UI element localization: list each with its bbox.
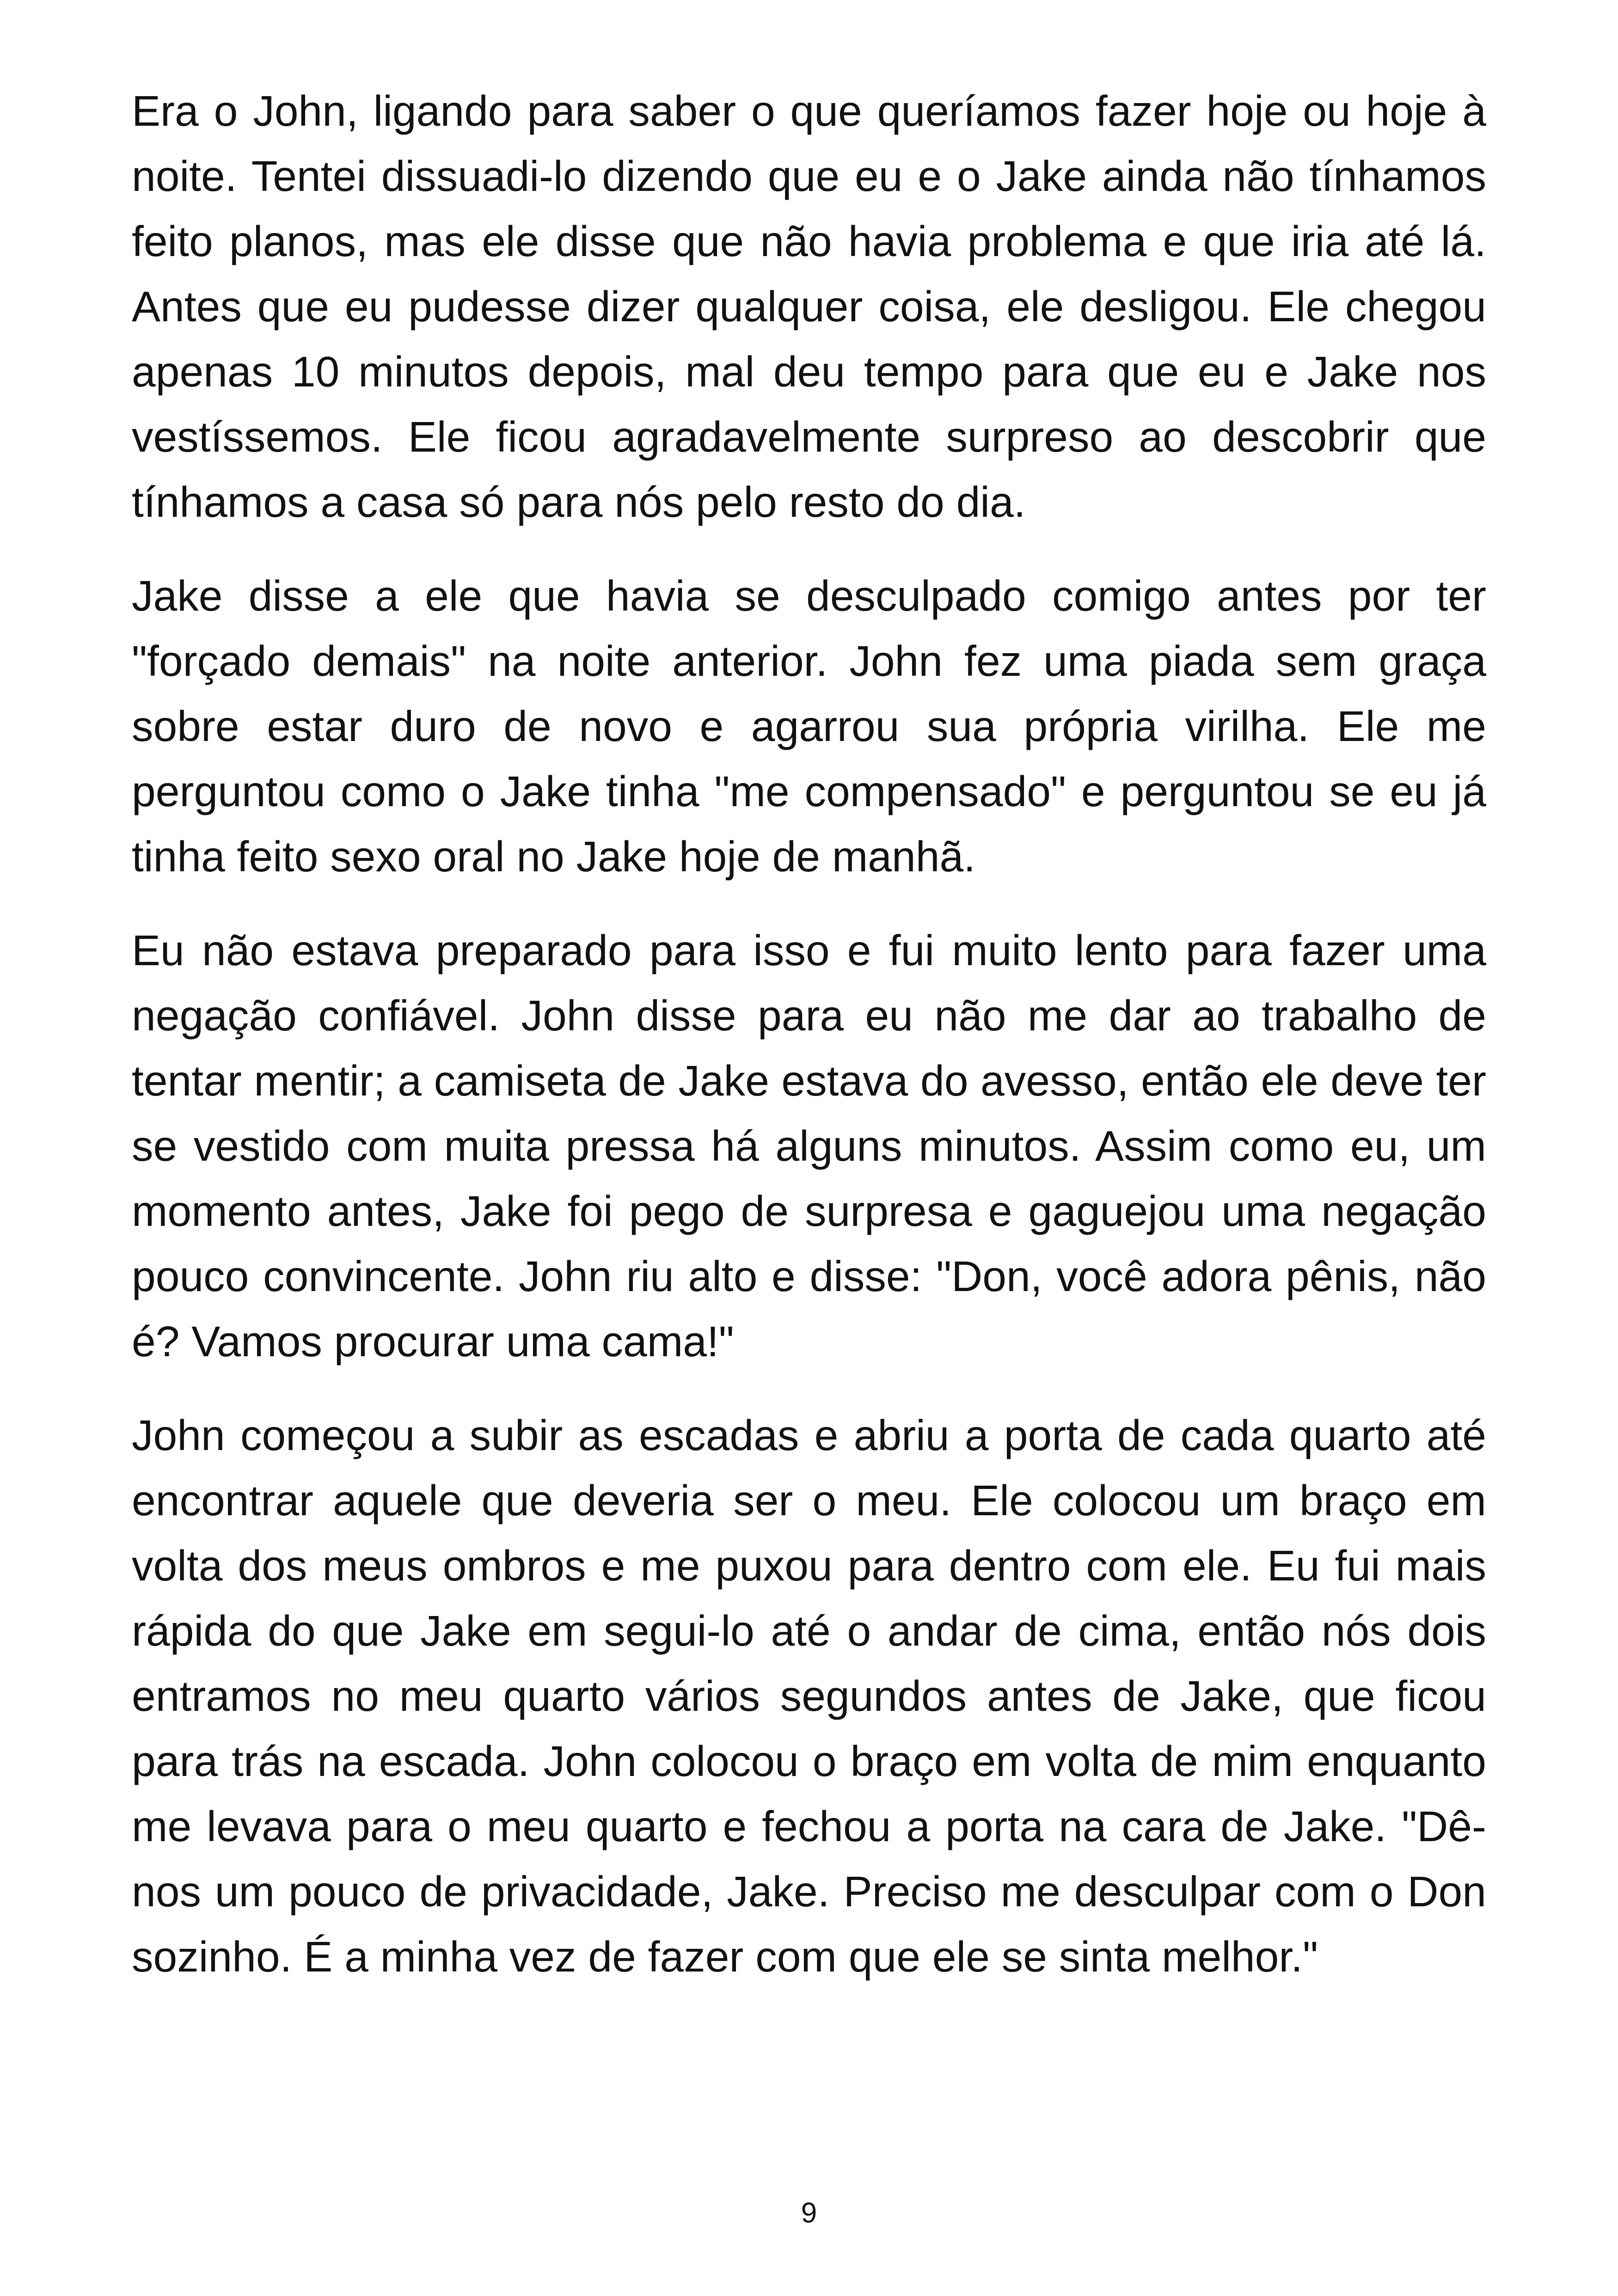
page-body [132,79,1486,2018]
page-number: 9 [801,2197,817,2229]
paragraph: Eu não estava preparado para isso e fui muito lento para fazer uma negação confiável. John disse para eu não me dar ao trabalho de tentar mentir; a camiseta de Jake estava do avesso, então ele deve ter se vestido com muita pressa há alguns minutos. Assim como eu, um momento antes, Jake foi pego de surpresa e gaguejou uma negação pouco convincente. John riu alto e disse: "Don, você adora pênis, não é? Vamos procurar uma cama!" [132,926,1486,1365]
paragraph: Era o John, ligando para saber o que queríamos fazer hoje ou hoje à noite. Tentei dissuadi-lo dizendo que eu e o Jake ainda não tínhamos feito planos, mas ele disse que não havia problema e que iria até lá. Antes que eu pudesse dizer qualquer coisa, ele desligou. Ele chegou apenas 10 minutos depois, mal deu tempo para que eu e Jake nos vestíssemos. Ele ficou agradavelmente surpreso ao descobrir que tínhamos a casa só para nós pelo resto do dia. [132,87,1486,526]
paragraph: John começou a subir as escadas e abriu a porta de cada quarto até encontrar aquele que deveria ser o meu. Ele colocou um braço em volta dos meus ombros e me puxou para dentro com ele. Eu fui mais rápida do que Jake em segui-lo até o andar de cima, então nós dois entramos no meu quarto vários segundos antes de Jake, que ficou para trás na escada. John colocou o braço em volta de mim enquanto me levava para o meu quarto e fechou a porta na cara de Jake. "Dê-nos um pouco de privacidade, Jake. Preciso me desculpar com o Don sozinho. É a minha vez de fazer com que ele se sinta melhor." [132,1411,1486,1981]
paragraph: Jake disse a ele que havia se desculpado comigo antes por ter "forçado demais" na noite anterior. John fez uma piada sem graça sobre estar duro de novo e agarrou sua própria virilha. Ele me perguntou como o Jake tinha "me compensado" e perguntou se eu já tinha feito sexo oral no Jake hoje de manhã. [132,572,1486,881]
